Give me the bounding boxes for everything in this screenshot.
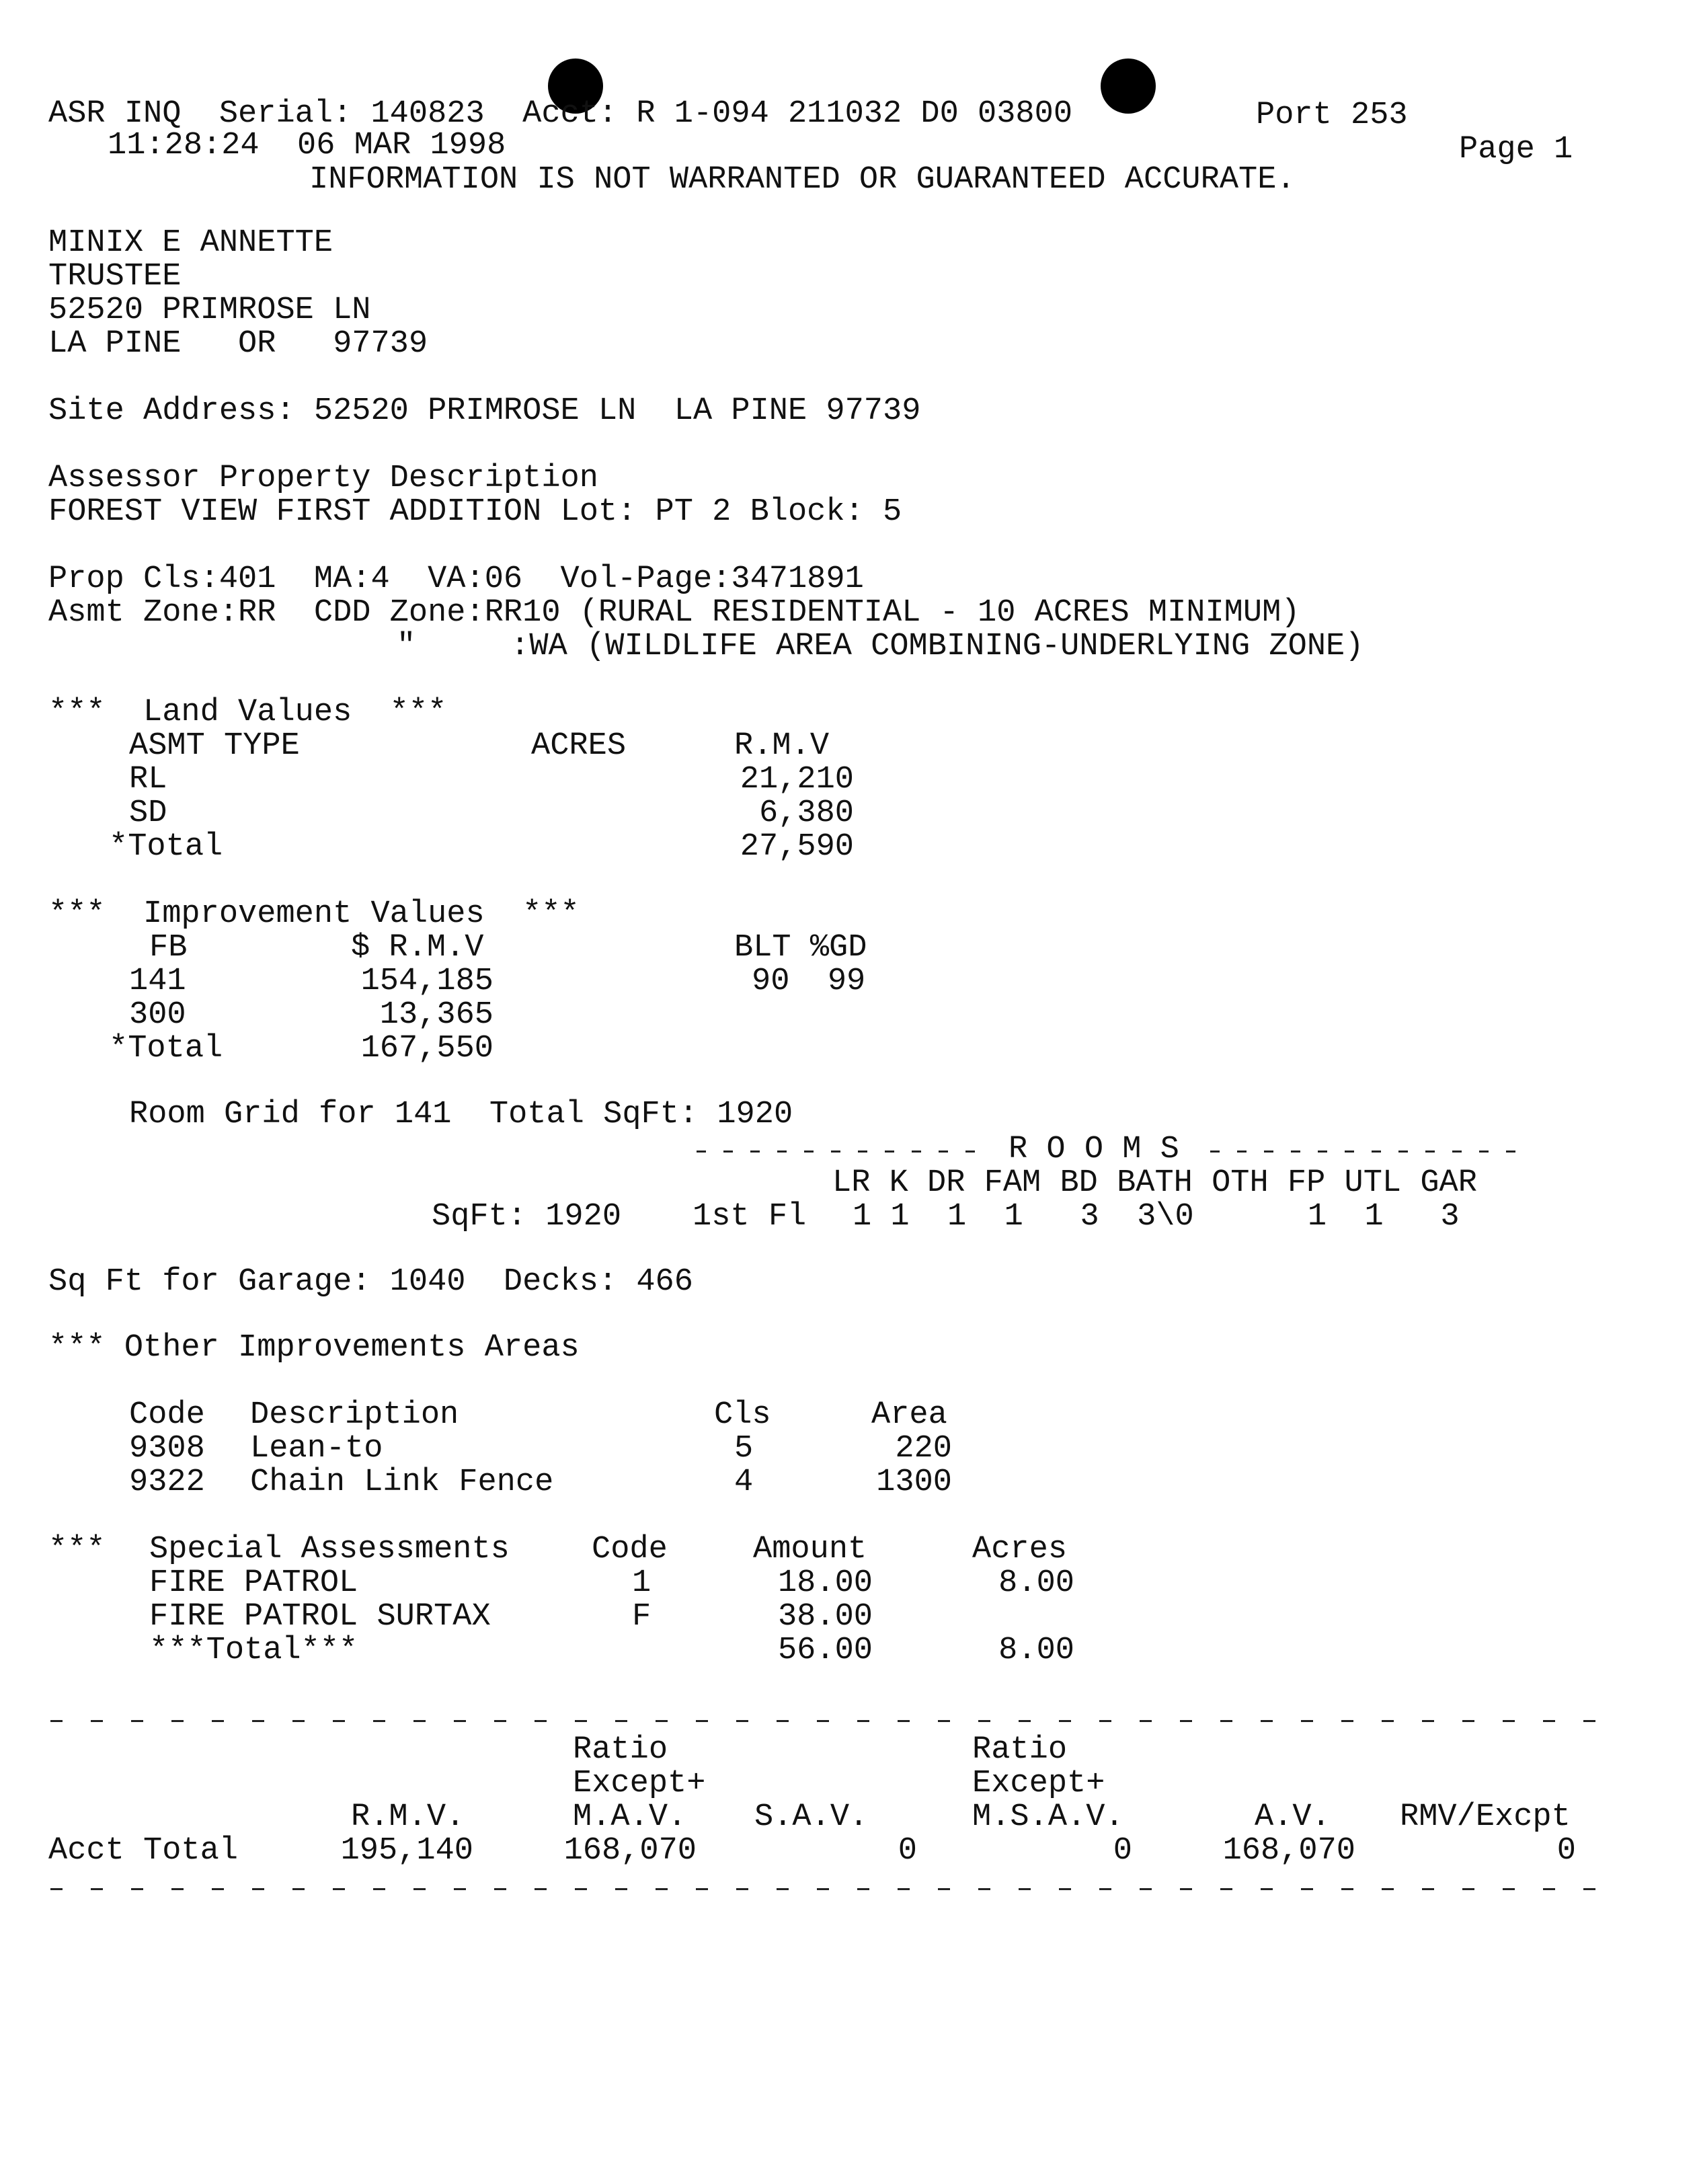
totals-col-av: A.V. bbox=[1255, 1799, 1331, 1835]
land-col-type: ASMT TYPE bbox=[129, 728, 300, 764]
totals-divider-top bbox=[50, 1720, 1597, 1722]
special-row-name: FIRE PATROL SURTAX bbox=[149, 1599, 491, 1635]
acct-total-av: 168,070 bbox=[1222, 1833, 1355, 1869]
acct-total-sav: 0 bbox=[898, 1833, 917, 1869]
room-grid-title: Room Grid for 141 Total SqFt: 1920 bbox=[129, 1097, 793, 1132]
acct-total-mav: 168,070 bbox=[563, 1833, 697, 1869]
prop-line-3: " :WA (WILDLIFE AREA COMBINING-UNDERLYING ZONE) bbox=[397, 629, 1364, 664]
description-text: FOREST VIEW FIRST ADDITION Lot: PT 2 Block: 5 bbox=[48, 494, 902, 530]
acct-total-label: Acct Total bbox=[48, 1833, 239, 1869]
other-row-code: 9322 bbox=[129, 1465, 205, 1500]
improvement-col-rmv: $ R.M.V bbox=[351, 930, 484, 966]
time-date: 11:28:24 06 MAR 1998 bbox=[108, 128, 506, 163]
ratio-label-2: Ratio bbox=[972, 1732, 1068, 1768]
totals-divider-bottom bbox=[50, 1888, 1597, 1890]
land-row-rmv: 21,210 bbox=[740, 762, 854, 797]
other-improvements-heading: *** Other Improvements Areas bbox=[48, 1330, 580, 1366]
other-row-area: 1300 bbox=[876, 1465, 952, 1500]
totals-col-msav: M.S.A.V. bbox=[972, 1799, 1124, 1835]
other-col-code: Code bbox=[129, 1397, 205, 1433]
other-col-desc: Description bbox=[250, 1397, 459, 1433]
owner-street: 52520 PRIMROSE LN bbox=[48, 292, 371, 328]
totals-col-sav: S.A.V. bbox=[754, 1799, 869, 1835]
improvement-row-fb: 300 bbox=[129, 997, 186, 1033]
improvement-col-blt: BLT %GD bbox=[734, 930, 867, 966]
special-row-name: FIRE PATROL bbox=[149, 1565, 358, 1601]
room-floor: 1st Fl bbox=[693, 1199, 807, 1235]
special-total-acres: 8.00 bbox=[998, 1633, 1074, 1668]
rooms-label: R O O M S bbox=[1009, 1132, 1179, 1167]
special-total-label: ***Total*** bbox=[149, 1633, 358, 1668]
garage-decks: Sq Ft for Garage: 1040 Decks: 466 bbox=[48, 1264, 693, 1300]
special-stars: *** bbox=[48, 1532, 106, 1567]
port-label: Port 253 bbox=[1256, 98, 1408, 133]
land-col-acres: ACRES bbox=[531, 728, 627, 764]
other-row-cls: 5 bbox=[734, 1431, 754, 1467]
improvement-row-rmv: 154,185 bbox=[360, 964, 493, 999]
header-line: ASR INQ Serial: 140823 Acct: R 1-094 211032 D0 03800 bbox=[48, 96, 1073, 132]
land-total-rmv: 27,590 bbox=[740, 829, 854, 865]
improvement-row-rmv: 13,365 bbox=[379, 997, 493, 1033]
special-row-amount: 18.00 bbox=[777, 1565, 873, 1601]
land-row-type: SD bbox=[129, 795, 167, 831]
special-row-code: F bbox=[632, 1599, 651, 1635]
other-row-cls: 4 bbox=[734, 1465, 754, 1500]
disclaimer: INFORMATION IS NOT WARRANTED OR GUARANTEED ACCURATE. bbox=[309, 162, 1296, 198]
punch-hole-right bbox=[1101, 58, 1156, 114]
other-row-desc: Lean-to bbox=[250, 1431, 383, 1467]
special-row-code: 1 bbox=[632, 1565, 651, 1601]
special-col-code: Code bbox=[592, 1532, 668, 1567]
land-total-label: *Total bbox=[109, 829, 223, 865]
special-total-amount: 56.00 bbox=[777, 1633, 873, 1668]
land-row-rmv: 6,380 bbox=[758, 795, 854, 831]
site-address: Site Address: 52520 PRIMROSE LN LA PINE 97739 bbox=[48, 393, 921, 429]
acct-total-rmvexcpt: 0 bbox=[1556, 1833, 1576, 1869]
other-col-cls: Cls bbox=[714, 1397, 771, 1433]
owner-city: LA PINE OR 97739 bbox=[48, 326, 428, 362]
improvement-col-fb: FB bbox=[149, 930, 188, 966]
totals-col-rmv: R.M.V. bbox=[351, 1799, 465, 1835]
room-sqft: SqFt: 1920 bbox=[432, 1199, 622, 1235]
improvement-total-rmv: 167,550 bbox=[360, 1031, 493, 1066]
acct-total-rmv: 195,140 bbox=[340, 1833, 473, 1869]
room-values: 1 1 1 1 3 3\0 1 1 3 bbox=[853, 1199, 1460, 1235]
owner-title: TRUSTEE bbox=[48, 259, 182, 295]
rooms-divider-left bbox=[697, 1150, 988, 1153]
other-row-area: 220 bbox=[895, 1431, 952, 1467]
land-col-rmv: R.M.V bbox=[734, 728, 830, 764]
totals-col-rmvexcpt: RMV/Excpt bbox=[1400, 1799, 1571, 1835]
page-number: Page 1 bbox=[1459, 132, 1573, 167]
except-label-2: Except+ bbox=[972, 1766, 1105, 1801]
special-row-acres: 8.00 bbox=[998, 1565, 1074, 1601]
other-row-code: 9308 bbox=[129, 1431, 205, 1467]
special-row-amount: 38.00 bbox=[777, 1599, 873, 1635]
except-label-1: Except+ bbox=[573, 1766, 706, 1801]
other-row-desc: Chain Link Fence bbox=[250, 1465, 554, 1500]
prop-line-1: Prop Cls:401 MA:4 VA:06 Vol-Page:3471891 bbox=[48, 561, 864, 597]
improvement-values-heading: *** Improvement Values *** bbox=[48, 896, 580, 932]
room-headers: LR K DR FAM BD BATH OTH FP UTL GAR bbox=[832, 1165, 1477, 1201]
ratio-label-1: Ratio bbox=[573, 1732, 668, 1768]
land-row-type: RL bbox=[129, 762, 167, 797]
other-col-area: Area bbox=[871, 1397, 947, 1433]
improvement-total-label: *Total bbox=[109, 1031, 223, 1066]
improvement-row-blt: 90 99 bbox=[752, 964, 866, 999]
prop-line-2: Asmt Zone:RR CDD Zone:RR10 (RURAL RESIDENTIAL - 10 ACRES MINIMUM) bbox=[48, 595, 1300, 631]
totals-col-mav: M.A.V. bbox=[573, 1799, 687, 1835]
rooms-divider-right bbox=[1210, 1150, 1519, 1153]
special-col-acres: Acres bbox=[972, 1532, 1068, 1567]
description-heading: Assessor Property Description bbox=[48, 461, 598, 496]
special-heading: Special Assessments bbox=[149, 1532, 510, 1567]
improvement-row-fb: 141 bbox=[129, 964, 186, 999]
acct-total-msav: 0 bbox=[1113, 1833, 1132, 1869]
land-values-heading: *** Land Values *** bbox=[48, 695, 447, 730]
owner-name: MINIX E ANNETTE bbox=[48, 225, 333, 261]
special-col-amount: Amount bbox=[753, 1532, 867, 1567]
